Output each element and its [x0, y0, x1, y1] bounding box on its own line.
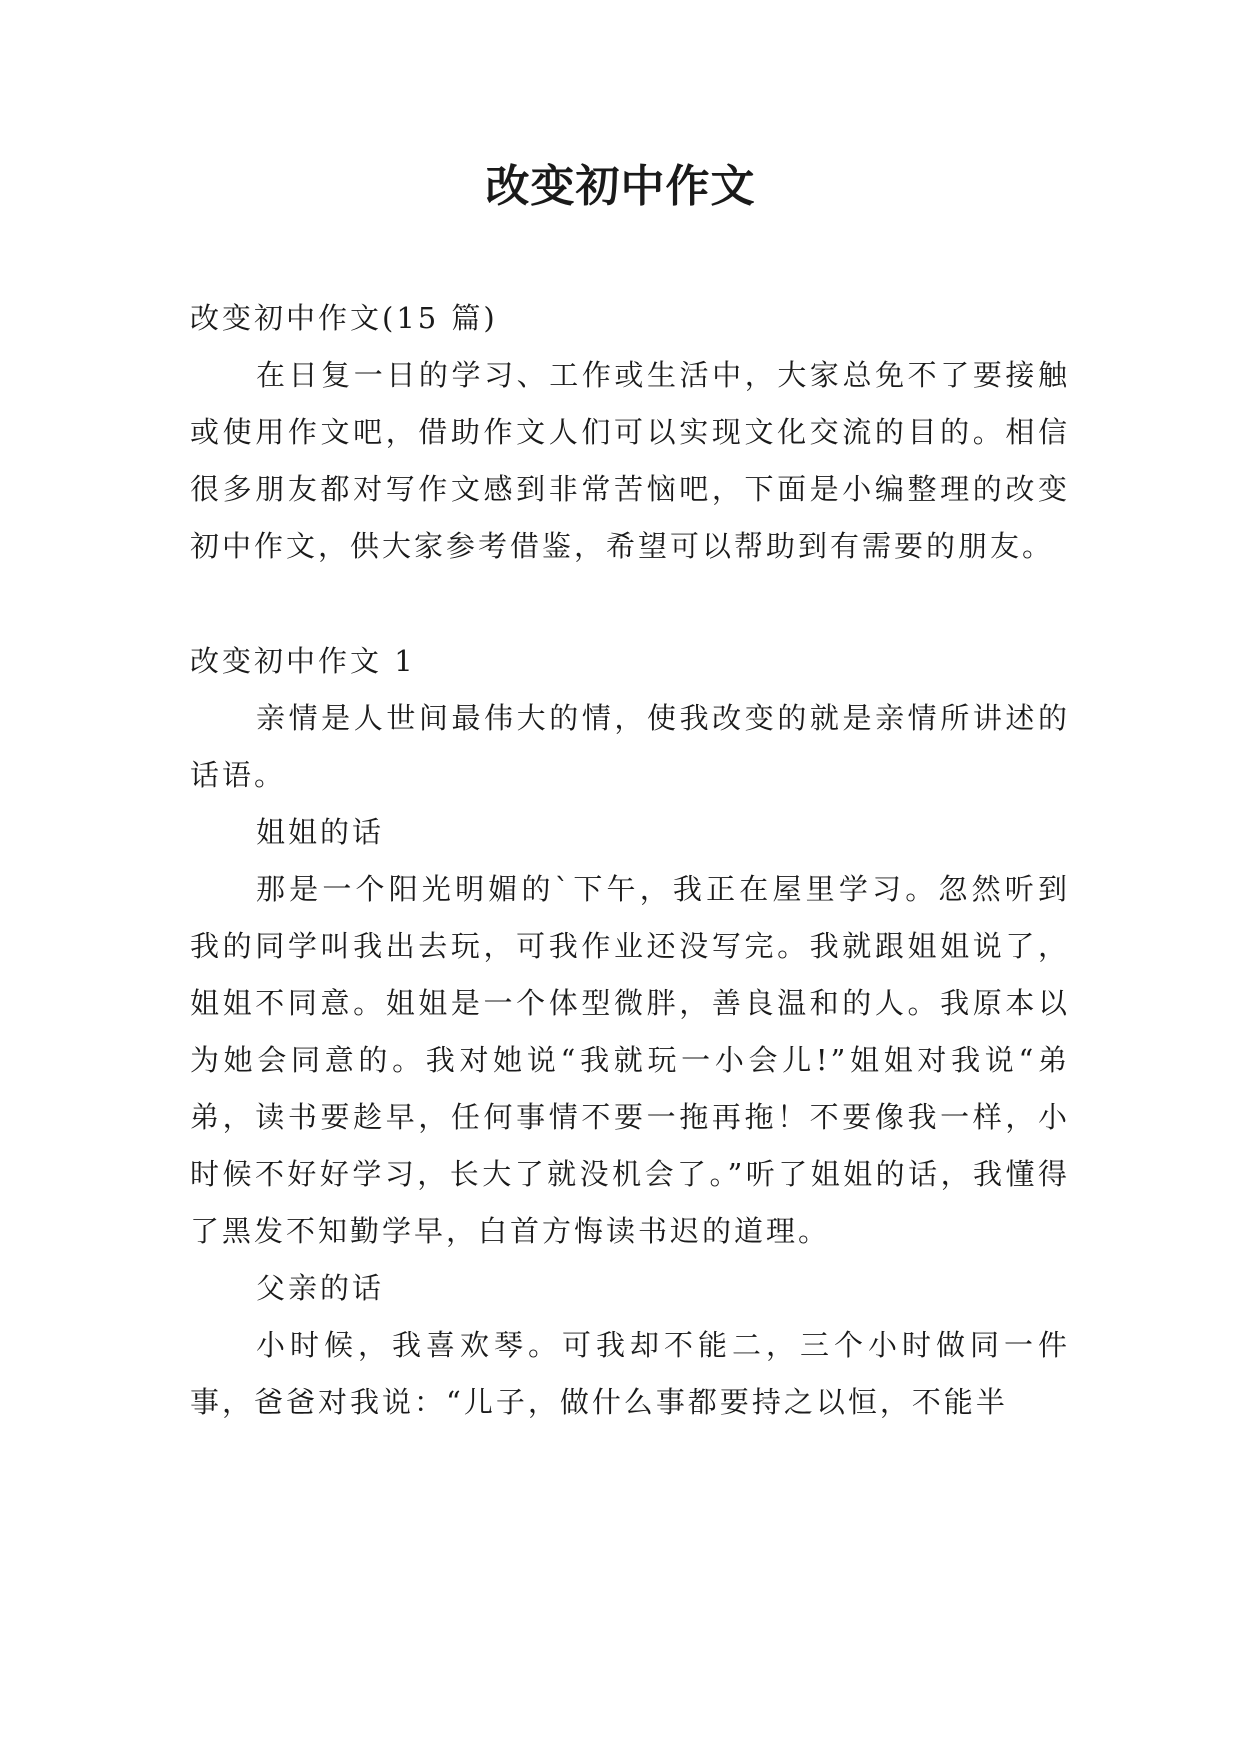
section-spacer: [190, 575, 1070, 633]
section-title-father: 父亲的话: [256, 1271, 385, 1305]
section-title-sister: 姐姐的话: [256, 815, 385, 849]
essay-heading: 改变初中作文 1: [190, 644, 416, 678]
section-body-sister: 那是一个阳光明媚的`下午，我正在屋里学习。忽然听到我的同学叫我出去玩，可我作业还没写完。我就跟姐姐说了，姐姐不同意。姐姐是一个体型微胖，善良温和的人。我原本以为她会同意的。我对她说“我就玩一小会儿!”姐姐对我说“弟弟，读书要趁早，任何事情不要一拖再拖！不要像我一样，小时候不好好学习，长大了就没机会了。”听了姐姐的话，我懂得了黑发不知勤学早，白首方悔读书迟的道理。: [190, 872, 1070, 1248]
collection-heading: 改变初中作文(15 篇): [190, 301, 498, 335]
document-title: 改变初中作文: [485, 161, 756, 212]
intro-paragraph: 在日复一日的学习、工作或生活中，大家总免不了要接触或使用作文吧，借助作文人们可以实现文化交流的目的。相信很多朋友都对写作文感到非常苦恼吧，下面是小编整理的改变初中作文，供大家参考借鉴，希望可以帮助到有需要的朋友。: [190, 358, 1070, 563]
section-body-father: 小时候，我喜欢琴。可我却不能二，三个小时做同一件事，爸爸对我说：“儿子，做什么事都要持之以恒，不能半: [190, 1328, 1070, 1419]
document-body: [190, 290, 1070, 1431]
essay-paragraph: 亲情是人世间最伟大的情，使我改变的就是亲情所讲述的话语。: [190, 701, 1070, 792]
